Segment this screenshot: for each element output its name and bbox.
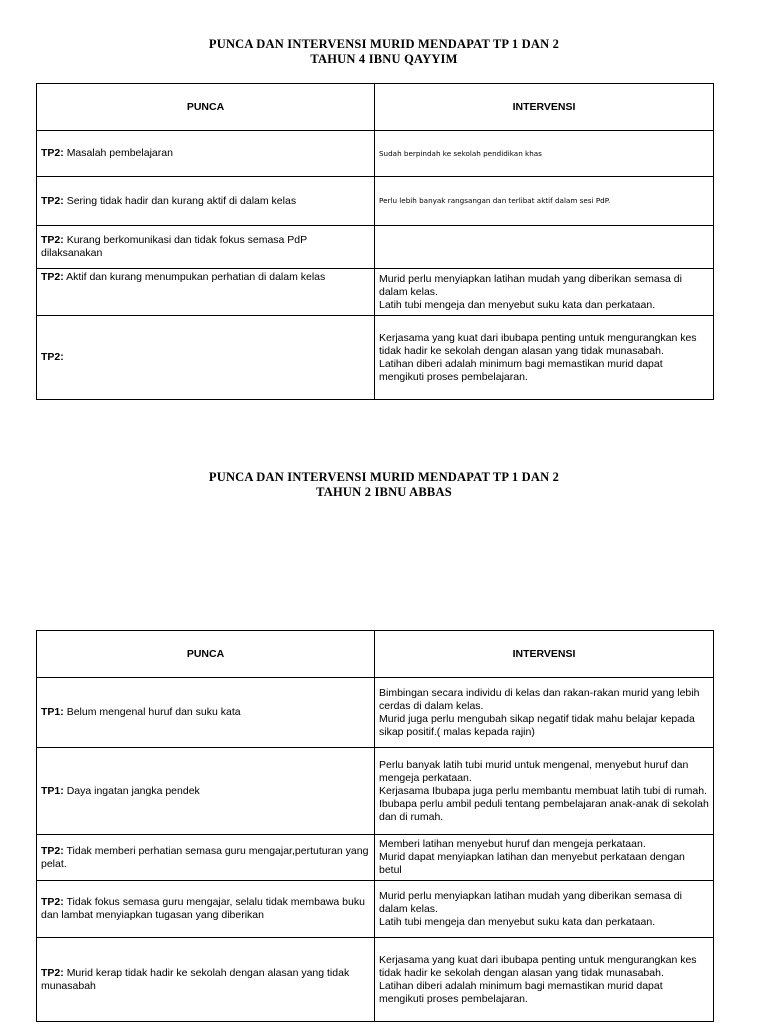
section1-table — [36, 83, 714, 400]
intervensi-text: Sudah berpindah ke sekolah pendidikan khas — [379, 148, 542, 158]
tp-label: TP2: — [41, 147, 64, 159]
section2-title-line1: PUNCA DAN INTERVENSI MURID MENDAPAT TP 1 DAN 2 — [208, 470, 560, 484]
table-row — [37, 177, 714, 226]
punca-text: Kurang berkomunikasi dan tidak fokus semasa PdP dilaksanakan — [41, 234, 307, 259]
section1-title — [0, 37, 768, 67]
intervensi-text: Murid juga perlu mengubah sikap negatif tidak mahu belajar kepada sikap positif.( malas kepada rajin) — [379, 712, 695, 738]
table-row — [37, 131, 714, 177]
header-intervensi: INTERVENSI — [375, 84, 714, 131]
table-header-row — [37, 631, 714, 678]
intervensi-text: Kerjasama yang kuat dari ibubapa penting untuk mengurangkan kes tidak hadir ke sekolah dengan alasan yang tidak munasabah. — [379, 953, 697, 979]
tp-label: TP2: — [41, 966, 64, 979]
section1-title-line1: PUNCA DAN INTERVENSI MURID MENDAPAT TP 1 DAN 2 — [208, 37, 560, 51]
intervensi-text: Memberi latihan menyebut huruf dan mengeja perkataan. — [379, 838, 646, 850]
section1-title-line2: TAHUN 4 IBNU QAYYIM — [310, 52, 458, 66]
table-row — [37, 269, 714, 316]
punca-cell — [37, 678, 375, 748]
intervensi-text: Latihan diberi adalah minimum bagi memastikan murid dapat mengikuti proses pembelajaran. — [379, 979, 663, 1005]
header-punca: PUNCA — [37, 631, 375, 678]
punca-cell — [37, 269, 375, 316]
intervensi-cell — [375, 938, 714, 1022]
section2-table — [36, 630, 714, 1022]
tp-label: TP2: — [41, 844, 64, 857]
intervensi-text: Kerjasama yang kuat dari ibubapa penting untuk mengurangkan kes tidak hadir ke sekolah dengan alasan yang tidak munasabah. — [379, 331, 697, 357]
intervensi-cell — [375, 226, 714, 269]
intervensi-cell — [375, 177, 714, 226]
tp-label: TP1: — [41, 706, 64, 718]
intervensi-cell — [375, 881, 714, 938]
punca-text: Masalah pembelajaran — [66, 147, 173, 159]
table-row — [37, 881, 714, 938]
intervensi-text: Murid perlu menyiapkan latihan mudah yang diberikan semasa di dalam kelas. — [379, 272, 682, 298]
table-row — [37, 226, 714, 269]
section2-title — [0, 470, 768, 500]
punca-text: Belum mengenal huruf dan suku kata — [66, 706, 241, 718]
punca-cell — [37, 881, 375, 938]
tp-label: TP2: — [41, 896, 64, 908]
punca-cell — [37, 748, 375, 835]
intervensi-text: Murid dapat menyiapkan latihan dan menyebut perkataan dengan betul — [379, 851, 685, 876]
table-row — [37, 835, 714, 881]
punca-text: Tidak fokus semasa guru mengajar, selalu tidak membawa buku dan lambat menyiapkan tugasan yang diberikan — [41, 896, 365, 921]
punca-text: Murid kerap tidak hadir ke sekolah dengan alasan yang tidak munasabah — [41, 966, 350, 992]
tp-label: TP2: — [41, 271, 64, 283]
header-punca: PUNCA — [37, 84, 375, 131]
punca-cell — [37, 835, 375, 881]
intervensi-text: Latihan diberi adalah minimum bagi memastikan murid dapat mengikuti proses pembelajaran. — [379, 357, 663, 383]
intervensi-text: Perlu lebih banyak rangsangan dan terlibat aktif dalam sesi PdP. — [379, 196, 611, 205]
punca-cell — [37, 226, 375, 269]
punca-text: Daya ingatan jangka pendek — [66, 784, 200, 797]
table-row — [37, 316, 714, 400]
table-row — [37, 678, 714, 748]
intervensi-text: Kerjasama Ibubapa juga perlu membantu membuat latih tubi di rumah. Ibubapa perlu ambil peduli tentang pembelajaran anak-anak di sekolah dan di rumah. — [379, 784, 709, 823]
intervensi-cell — [375, 678, 714, 748]
intervensi-text: Murid perlu menyiapkan latihan mudah yang diberikan semasa di dalam kelas. — [379, 889, 682, 915]
tp-label: TP1: — [41, 784, 64, 797]
punca-text: Sering tidak hadir dan kurang aktif di dalam kelas — [66, 194, 297, 207]
table-row — [37, 938, 714, 1022]
intervensi-cell — [375, 131, 714, 177]
intervensi-cell — [375, 316, 714, 400]
tp-label: TP2: — [41, 351, 64, 363]
tp-label: TP2: — [41, 234, 64, 246]
table-header-row — [37, 84, 714, 131]
punca-cell — [37, 177, 375, 226]
intervensi-text: Latih tubi mengeja dan menyebut suku kata dan perkataan. — [379, 298, 656, 311]
intervensi-text: Latih tubi mengeja dan menyebut suku kata dan perkataan. — [379, 915, 656, 928]
punca-cell — [37, 316, 375, 400]
intervensi-cell — [375, 269, 714, 316]
intervensi-cell — [375, 835, 714, 881]
tp-label: TP2: — [41, 194, 64, 207]
intervensi-text: Perlu banyak latih tubi murid untuk mengenal, menyebut huruf dan mengeja perkataan. — [379, 758, 689, 784]
intervensi-text: Bimbingan secara individu di kelas dan rakan-rakan murid yang lebih cerdas di dalam kelas. — [379, 686, 700, 712]
punca-cell — [37, 131, 375, 177]
section2-title-line2: TAHUN 2 IBNU ABBAS — [316, 485, 452, 499]
punca-cell — [37, 938, 375, 1022]
punca-text: Tidak memberi perhatian semasa guru mengajar,pertuturan yang pelat. — [41, 844, 369, 870]
table-row — [37, 748, 714, 835]
punca-text: Aktif dan kurang menumpukan perhatian di dalam kelas — [66, 271, 326, 283]
header-intervensi: INTERVENSI — [375, 631, 714, 678]
intervensi-cell — [375, 748, 714, 835]
